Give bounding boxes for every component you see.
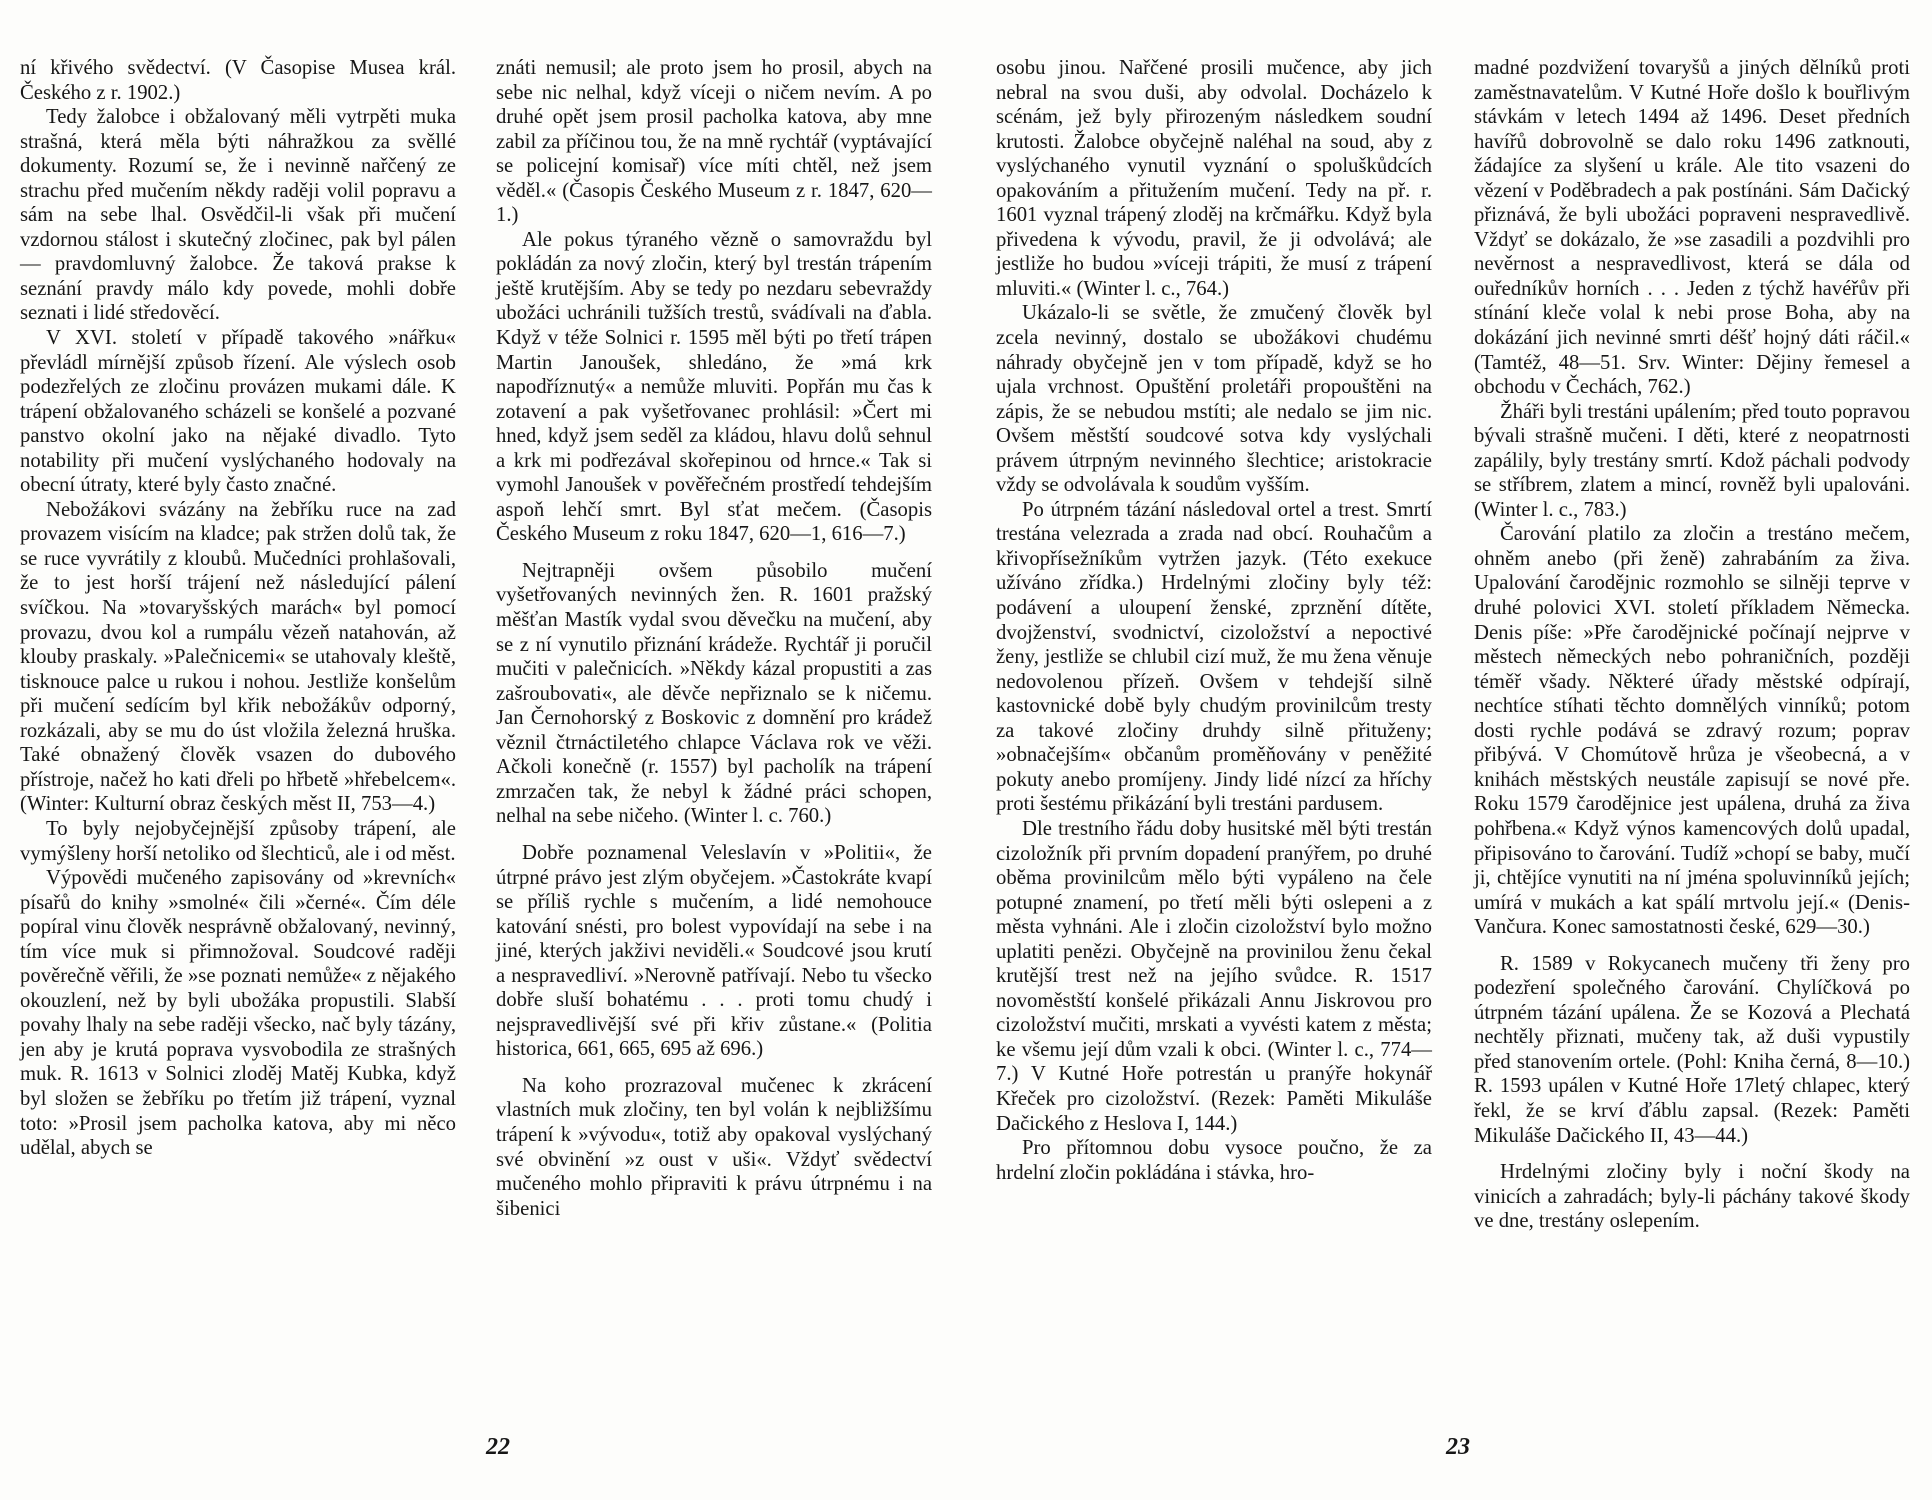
paragraph: Tedy žalobce i obžalovaný měli vytrpěti muka strašná, která měla býti náhražkou za svěllé dokumenty. Rozumí se, že i nevinně nařčený ze strachu před mučením někdy raději volil popravu a sám na sebe lhal. Osvědčil-li však při mučení vzdornou stálost i skutečný zločinec, pak byl pálen — pravdomluvný žalobce. Že taková prakse k seznání pravdy málo kdy povede, mohli dobře seznati i lidé středověcí. — [20, 106, 456, 325]
paragraph: Nejtrapněji ovšem působilo mučení vyšetřovaných nevinných žen. R. 1601 pražský měšťan Mastík vydal svou děvečku na mučení, aby se z ní vynutilo přiznání krádeže. Rychtář ji poručil mučiti v palečnicích. »Někdy kázal propustiti a zas zašroubovati«, ale děvče nepřiznalo se k ničemu. Jan Černohorský z Boskovic z domnění pro krádež věznil čtrnáctiletého chlapce Václava rok ve věži. Ačkoli konečně (r. 1557) byl pacholík na trápení zmrzačen tak, že nebyl k žádné práci schopen, nelhal na sebe ničeho. (Winter l. c. 760.) — [496, 559, 932, 828]
paragraph: madné pozdvižení tovaryšů a jiných dělníků proti zaměstnavatelům. V Kutné Hoře došlo k bouřlivým stávkám v letech 1494 až 1496. Deset předních havířů dobrovolně se dalo roku 1496 zatknouti, žádajíce za slyšení u krále. Ale tito vsazeni do vězení v Poděbradech a pak postínáni. Sám Dačický přiznává, že byli ubožáci popraveni nespravedlivě. Vždyť se dokázalo, že »se zasadili a pozdvihli pro nevěrnost a nespravedlivost, která se dála od ouředníkův horních . . . Jeden z týchž havéřův při stínání kleče volal k nebi prose Boha, aby na dokázání jich nevinné smrti déšť hojný dáti ráčil.« (Tamtéž, 48—51. Srv. Winter: Dějiny řemesel a obchodu v Čechách, 762.) — [1474, 57, 1910, 399]
paragraph: V XVI. století v případě takového »nářku« převládl mírnější způsob řízení. Ale výslech osob podezřelých ze zločinu provázen mukami dále. K trápení obžalovaného scházeli se konšelé a pozvané panstvo okolní jako na nějaké divadlo. Tyto notability při mučení vyslýchaného hodovaly na obecní útraty, které byly často značné. — [20, 327, 456, 497]
left-page-column-2 — [496, 56, 932, 1221]
paragraph: Ukázalo-li se světle, že zmučený člověk byl zcela nevinný, dostalo se ubožákovi chudému náhrady obyčejně jen v tom případě, když se ho ujala vrchnost. Opuštění proletáři propouštěni na zápis, že se nebudou mstíti; ale nedalo se jim nic. Ovšem městští soudcové sotva kdy vyslýchali právem útrpným nevinného šlechtice; aristokracie vždy se odvolávala k soudům vyšším. — [996, 302, 1432, 497]
paragraph: To byly nejobyčejnější způsoby trápení, ale vymýšleny horší netoliko od šlechticů, ale i od měst. — [20, 817, 456, 865]
paragraph: Nebožákovi svázány na žebříku ruce na zad provazem visícím na kladce; pak stržen dolů tak, že se ruce vyvrátily z kloubů. Mučedníci prohlašovali, že to jest horší trájení než následující pálení svíčkou. Na »tovaryšských marách« byl pomocí provazu, dvou kol a rumpálu vězeň natahován, až klouby praskaly. »Palečnicemi« se utahovaly kleště, tisknouce palce u rukou i nohou. Jestliže konšelům při mučení sedícím byl křik nebožákův odporný, rozkázali, aby se mu do úst vložila železná hruška. Také obnažený člověk vsazen do dubového přístroje, načež ho kati dřeli po hřbetě »hřebelcem«. (Winter: Kulturní obraz českých měst II, 753—4.) — [20, 498, 456, 816]
paragraph: Pro přítomnou dobu vysoce poučno, že za hrdelní zločin pokládána i stávka, hro- — [996, 1137, 1432, 1184]
paragraph: R. 1589 v Rokycanech mučeny tři ženy pro podezření společného čarování. Chylíčková po útrpném tázání upálena. Že se Kozová a Plechatá nechtěly přiznati, mučeny tak, až duši vypustily před stanovením ortele. (Pohl: Kniha černá, 8—10.) R. 1593 upálen v Kutné Hoře 17letý chlapec, který řekl, že se krví ďáblu zapsal. (Rezek: Paměti Mikuláše Dačického II, 43—44.) — [1474, 952, 1910, 1147]
right-page-column-2 — [1474, 56, 1910, 1234]
paragraph: Na koho prozrazoval mučenec k zkrácení vlastních muk zločiny, ten byl volán k nejbližšímu trápení k »vývodu«, totiž aby opakoval vyslýchaný své obvinění »z oust v uši«. Vždyť svědectví mučeného mohlo připraviti k právu útrpnému i na šibenici — [496, 1074, 932, 1220]
paragraph: Žháři byli trestáni upálením; před toutо popravou bývali strašně mučeni. I děti, které z neopatrnosti zapálily, byly trestány smrtí. Kdož páchali podvody se stříbrem, zlatem a mincí, rovněž byli upalováni. (Winter l. c., 783.) — [1474, 400, 1910, 521]
paragraph: Čarování platilo za zločin a trestáno mečem, ohněm anebo (při ženě) zahrabáním za živa. Upalování čarodějnic rozmohlo se silněji teprve v druhé polovici XVI. století příkladem Německa. Denis píše: »Pře čarodějnické počínají nejprve v městech německých nebo pohraničních, později téměř všady. Některé úřady městské odpírají, nechtíce stíhati těchto domnělých vinníků; potom dosti rychle podává se zdravý rozum; poprav přibývá. V Chomútově hrůza je všeobecná, a v knihách městských neustále zapisují se nové pře. Roku 1579 čarodějnice jest upálena, druhá za živa pohřbena.« Když výnos kamencových dolů upadal, připisováno to čarování. Tudíž »chopí se baby, mučí ji, chtějíce vynutiti na ní jména spoluvinníků jejích; umírá v mukách a kat spálí mrtvolu její.« (Denis-Vančura. Konec samostatnosti české, 629—30.) — [1474, 523, 1910, 939]
paragraph: Výpovědi mučeného zapisovány od »krevních« písařů do knihy »smolné« čili »černé«. Čím déle popíral vinu člověk nesprávně obžalovaný, nevinný, tím více muk si přimnožoval. Soudcové raději pověrečně věřili, že »se poznati nemůže« z nějakého okouzlení, než by byli ubožáka propustili. Slabší povahy lhaly na sebe raději všecko, nač byly tázány, jen aby je krutá poprava vysvobodila ze strašných muk. R. 1613 v Solnici zloděj Matěj Kubka, když byl složen se žebříku po třetím již trápení, vyznal toto: »Prosil jsem pacholka katova, aby mi něco udělal, abych se — [20, 867, 456, 1160]
right-page — [966, 0, 1932, 1500]
paragraph: ní křivého svědectví. (V Časopise Musea král. Českého z r. 1902.) — [20, 57, 456, 104]
paragraph: Hrdelnými zločiny byly i noční škody na vinicích a zahradách; byly-li páchány takové škody ve dne, trestány oslepením. — [1474, 1161, 1910, 1233]
paragraph: Ale pokus týraného vězně o samovraždu byl pokládán za nový zločin, který byl trestán trápením ještě krutějším. Aby se tedy po nezdaru sebevraždy ubožáci uchránili tužších trestů, svádívali na ďabla. Když v téže Solnici r. 1595 měl býti po třetí trápen Martin Janoušek, shledáno, že »má krk napodříznutý« a nemůže mluviti. Popřán mu čas k zotavení a pak vyšetřovanec prohlásil: »Čert mi hned, když jsem seděl za kládou, hlavu dolů sehnul a krk mi podřezával skořepinou od hrnce.« Tak si vymohl Janoušek v pověřečném prostředí tehdejším aspoň lehčí smrt. Byl sťat mečem. (Časopis Českého Museum z roku 1847, 620—1, 616—7.) — [496, 228, 932, 546]
paragraph: Dobře poznamenal Veleslavín v »Politii«, že útrpné právo jest zlým obyčejem. »Častokráte kvapí se příliš rychle s mučením, a lidé nemohouce katování snésti, pro bolest vypovídají na sebe i na jiné, kterých jakživi neviděli.« Soudcové jsou krutí a nespravedliví. »Nerovně patřívají. Nebo tu všecko dobře sluší bohatému . . . proti tomu chudý i nejspravedlivější své při křiv zůstane.« (Politia historica, 661, 665, 695 až 696.) — [496, 841, 932, 1061]
page-number: 22 — [486, 1434, 510, 1460]
paragraph: znáti nemusil; ale proto jsem ho prosil, abych na sebe nic nelhal, když víceji o ničem nevím. A po druhé opět jsem prosil pacholka katova, aby mne zabil za příčinou tou, že na mně rychtář (vyptávající se policejní komisař) více míti chtěl, než jsem věděl.« (Časopis Českého Museum z r. 1847, 620—1.) — [496, 57, 932, 227]
page-number: 23 — [1446, 1434, 1470, 1460]
paragraph: Dle trestního řádu doby husitské měl býti trestán cizoložník při prvním dopadení pranýřem, po druhé oběma provinilcům mělo býti vypáleno na čele potupné znamení, po třetí měli býti oslepeni a z města vyhnáni. Ale i zločin cizoložství bylo možno uplatiti penězi. Obyčejně na provinilou ženu čekal krutější trest než na jejího svůdce. R. 1517 novoměstští konšelé přikázali Annu Jiskrovou pro cizoložství mučiti, mrskati a vyvésti katem z města; ke všemu její dům vzali k obci. (Winter l. c., 774—7.) V Kutné Hoře potrestán u pranýře hokynář Křeček pro cizoložství. (Rezek: Paměti Mikuláše Dačického z Heslova I, 144.) — [996, 817, 1432, 1135]
paragraph: osobu jinou. Nařčené prosili mučence, aby jich nebral na svou duši, aby odvolal. Docházelo k scénám, jež byly přirozeným následkem soudní krutosti. Žalobce obyčejně naléhal na soud, aby z vyslýchaného vynutil vyznání o spoluškůdcích opakováním a přitužením mučení. Tedy na př. r. 1601 vyznal trápený zloděj na krčmářku. Když byla přivedena k vývodu, pravil, že ji odvolává; ale jestliže ho budou »víceji trápiti, že musí z trápení mluviti.« (Winter l. c., 764.) — [996, 57, 1432, 300]
paragraph: Po útrpném tázání následoval ortel a trest. Smrtí trestána velezrada a zrada nad obcí. Rouhačům a křivopřísežníkům vytržen jazyk. (Této exekuce užíváno zřídka.) Hrdelnými zločiny byly též: podávení a uloupení ženské, zprznění dítěte, dvojženství, svodnictví, cizoložství a nepoctivé ženy, jestliže se chlubil cizí muž, že mu žena věnuje nedovolenou přízeň. Ovšem v tehdejší silně kastovnické době byly chudým provinilcům tresty za takové zločiny druhdy silně přituženy; »obnačejším« občanům proměňovány v peněžité pokuty anebo promíjeny. Jindy lidé nízcí za hříchy proti šestému přikázání byli trestáni pardusem. — [996, 498, 1432, 816]
left-page-column-1 — [20, 56, 456, 1161]
right-page-column-1 — [996, 56, 1432, 1185]
